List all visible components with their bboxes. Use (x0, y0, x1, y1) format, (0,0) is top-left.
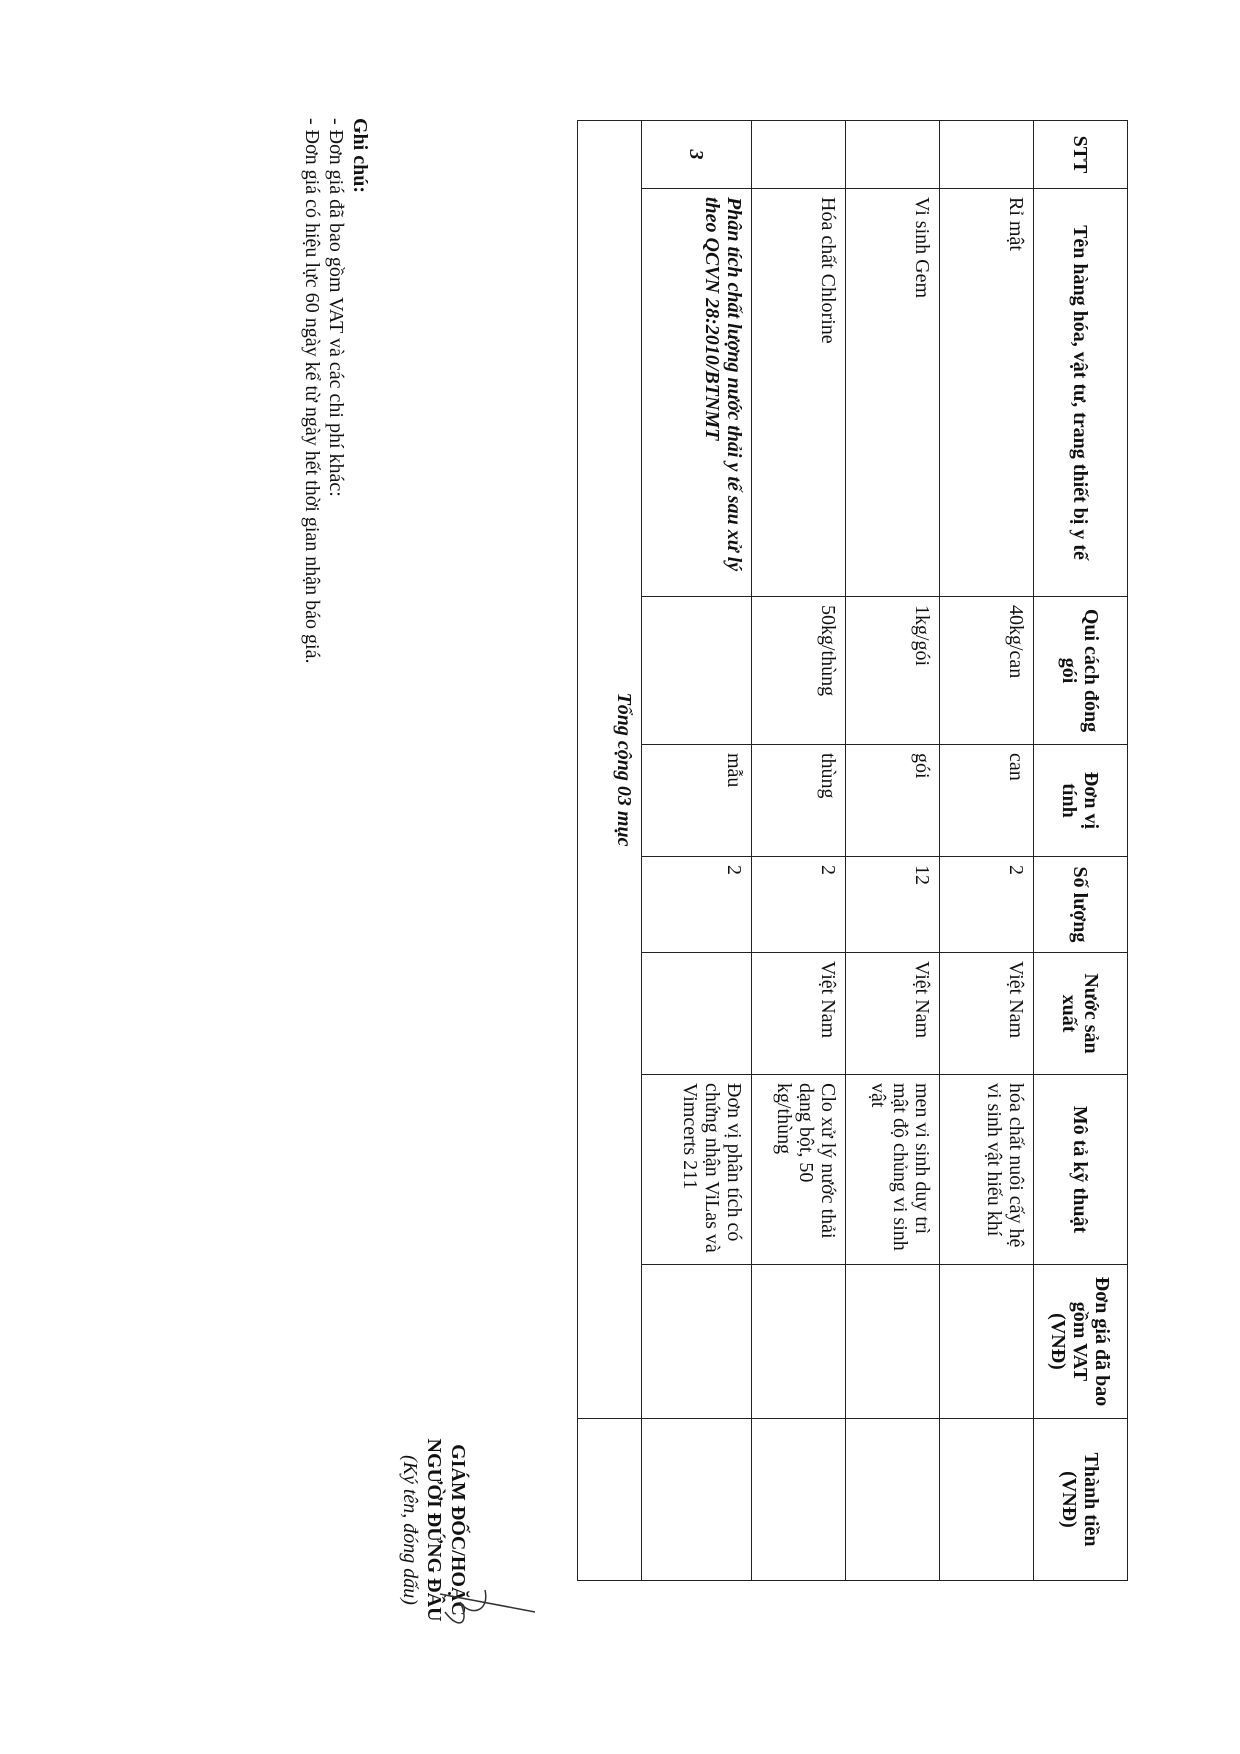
note-line: - Đơn giá đã bao gồm VAT và các chi phí khác: (325, 118, 347, 497)
cell-quantity: 2 (752, 857, 846, 953)
signature-title-2: NGƯỜI ĐỨNG ĐẦU (423, 1438, 445, 1622)
cell-spec: men vi sinh duy trì mật độ chủng vi sinh vật (846, 1075, 940, 1265)
cell-stt (846, 121, 940, 189)
cell-amount (642, 1419, 752, 1581)
table-row (846, 121, 940, 1581)
cell-spec: Clo xử lý nước thải dạng bột, 50 kg/thùng (752, 1075, 846, 1265)
cell-unit: thùng (752, 745, 846, 857)
total-label: Tổng cộng 03 mục (578, 121, 642, 1419)
cell-stt: 3 (642, 121, 752, 189)
initials-scribble-icon (430, 1582, 540, 1642)
cell-unit-price (752, 1265, 846, 1419)
cell-spec: hóa chất nuôi cấy hệ vi sinh vật hiếu khí (940, 1075, 1034, 1265)
cell-stt (752, 121, 846, 189)
header-origin: Nước sản xuất (1034, 953, 1128, 1075)
cell-quantity: 2 (940, 857, 1034, 953)
signature-title: GIÁM ĐỐC/HOẶC (447, 1444, 469, 1616)
cell-item-name: Rỉ mật (940, 189, 1034, 597)
cell-quantity: 2 (642, 857, 752, 953)
cell-unit: can (940, 745, 1034, 857)
price-table (577, 120, 1128, 1581)
cell-packaging (642, 597, 752, 745)
header-unit-price: Đơn giá đã bao gồm VAT (VNĐ) (1034, 1265, 1128, 1419)
cell-unit-price (940, 1265, 1034, 1419)
cell-packaging: 50kg/thùng (752, 597, 846, 745)
cell-packaging: 40kg/can (940, 597, 1034, 745)
notes (300, 118, 372, 663)
signature-instruction: (Ký tên, đóng dấu) (399, 1455, 421, 1605)
table-row (940, 121, 1034, 1581)
total-row (578, 121, 642, 1581)
header-spec: Mô tả kỹ thuật (1034, 1075, 1128, 1265)
cell-amount (940, 1419, 1034, 1581)
table-header-row (1034, 121, 1128, 1581)
cell-spec: Đơn vị phân tích có chứng nhận ViLas và Vimcerts 211 (642, 1075, 752, 1265)
cell-unit: gói (846, 745, 940, 857)
cell-item-name: Phân tích chất lượng nước thải y tế sau xử lý theo QCVN 28:2010/BTNMT (642, 189, 752, 597)
notes-title: Ghi chú: (349, 118, 371, 194)
cell-origin (642, 953, 752, 1075)
header-quantity: Số lượng (1034, 857, 1128, 953)
cell-amount (752, 1419, 846, 1581)
cell-unit-price (642, 1265, 752, 1419)
cell-quantity: 12 (846, 857, 940, 953)
header-amount: Thành tiền (VNĐ) (1034, 1419, 1128, 1581)
header-item-name: Tên hàng hóa, vật tư, trang thiết bị y tế (1034, 189, 1128, 597)
cell-unit-price (846, 1265, 940, 1419)
cell-amount (846, 1419, 940, 1581)
cell-unit: mẫu (642, 745, 752, 857)
cell-origin: Việt Nam (940, 953, 1034, 1075)
header-packaging: Qui cách đóng gói (1034, 597, 1128, 745)
table-row (752, 121, 846, 1581)
header-unit: Đơn vị tính (1034, 745, 1128, 857)
note-line: - Đơn giá có hiệu lực 60 ngày kể từ ngày hết thời gian nhận báo giá. (301, 118, 323, 664)
cell-item-name: Hóa chất Chlorine (752, 189, 846, 597)
cell-stt (940, 121, 1034, 189)
header-stt: STT (1034, 121, 1128, 189)
table-row (642, 121, 752, 1581)
total-amount (578, 1419, 642, 1581)
cell-packaging: 1kg/gói (846, 597, 940, 745)
cell-origin: Việt Nam (846, 953, 940, 1075)
cell-origin: Việt Nam (752, 953, 846, 1075)
cell-item-name: Vi sinh Gem (846, 189, 940, 597)
